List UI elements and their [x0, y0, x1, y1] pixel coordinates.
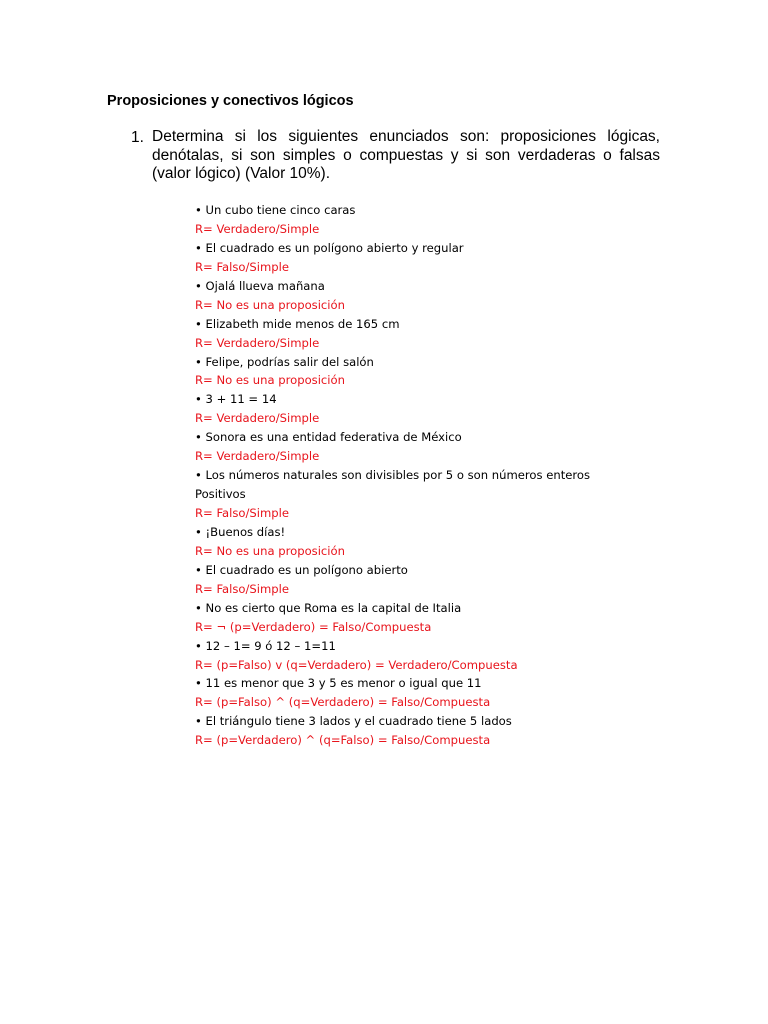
statement-10: • El cuadrado es un polígono abierto — [195, 562, 408, 577]
statement-9: • ¡Buenos días! — [195, 524, 286, 539]
document-title: Proposiciones y conectivos lógicos — [107, 93, 354, 109]
statement-1: • Un cubo tiene cinco caras — [195, 203, 356, 217]
answer-9: R= No es una proposición — [195, 543, 345, 558]
question-text: Determina si los siguientes enunciados son: proposiciones lógicas, denótalas, si son simples o compuestas y si son verdaderas o falsas (valor lógico) (Valor 10%). — [152, 128, 660, 182]
answer-5: R= No es una proposición — [195, 373, 345, 388]
answer-14: R= (p=Verdadero) ^ (q=Falso) = Falso/Compuesta — [195, 733, 491, 748]
answer-list — [195, 201, 665, 750]
statement-11: • No es cierto que Roma es la capital de Italia — [195, 600, 462, 615]
answer-10: R= Falso/Simple — [195, 581, 290, 596]
answer-4: R= Verdadero/Simple — [195, 335, 320, 350]
question-number: 1. — [131, 129, 144, 146]
answer-12: R= (p=Falso) v (q=Verdadero) = Verdadero/Compuesta — [195, 657, 518, 672]
statement-8-continuation: Positivos — [195, 487, 246, 502]
statement-4: • Elizabeth mide menos de 165 cm — [195, 316, 400, 331]
answer-8: R= Falso/Simple — [195, 506, 290, 520]
statement-14: • El triángulo tiene 3 lados y el cuadrado tiene 5 lados — [195, 714, 512, 729]
statement-2: • El cuadrado es un polígono abierto y regular — [195, 240, 464, 255]
answer-1: R= Verdadero/Simple — [195, 221, 320, 236]
statement-8: • Los números naturales son divisibles por 5 o son números enteros — [195, 468, 591, 483]
answer-2: R= Falso/Simple — [195, 259, 290, 274]
statement-7: • Sonora es una entidad federativa de México — [195, 430, 462, 445]
statement-13: • 11 es menor que 3 y 5 es menor o igual que 11 — [195, 676, 482, 691]
answer-7: R= Verdadero/Simple — [195, 449, 320, 464]
answer-6: R= Verdadero/Simple — [195, 411, 320, 426]
statement-3: • Ojalá llueva mañana — [195, 278, 325, 293]
answer-3: R= No es una proposición — [195, 297, 345, 312]
statement-5: • Felipe, podrías salir del salón — [195, 354, 374, 369]
answer-11: R= ¬ (p=Verdadero) = Falso/Compuesta — [195, 619, 432, 634]
answer-13: R= (p=Falso) ^ (q=Verdadero) = Falso/Compuesta — [195, 695, 491, 710]
statement-12: • 12 – 1= 9 ó 12 – 1=11 — [195, 638, 336, 653]
statement-6: • 3 + 11 = 14 — [195, 392, 277, 407]
